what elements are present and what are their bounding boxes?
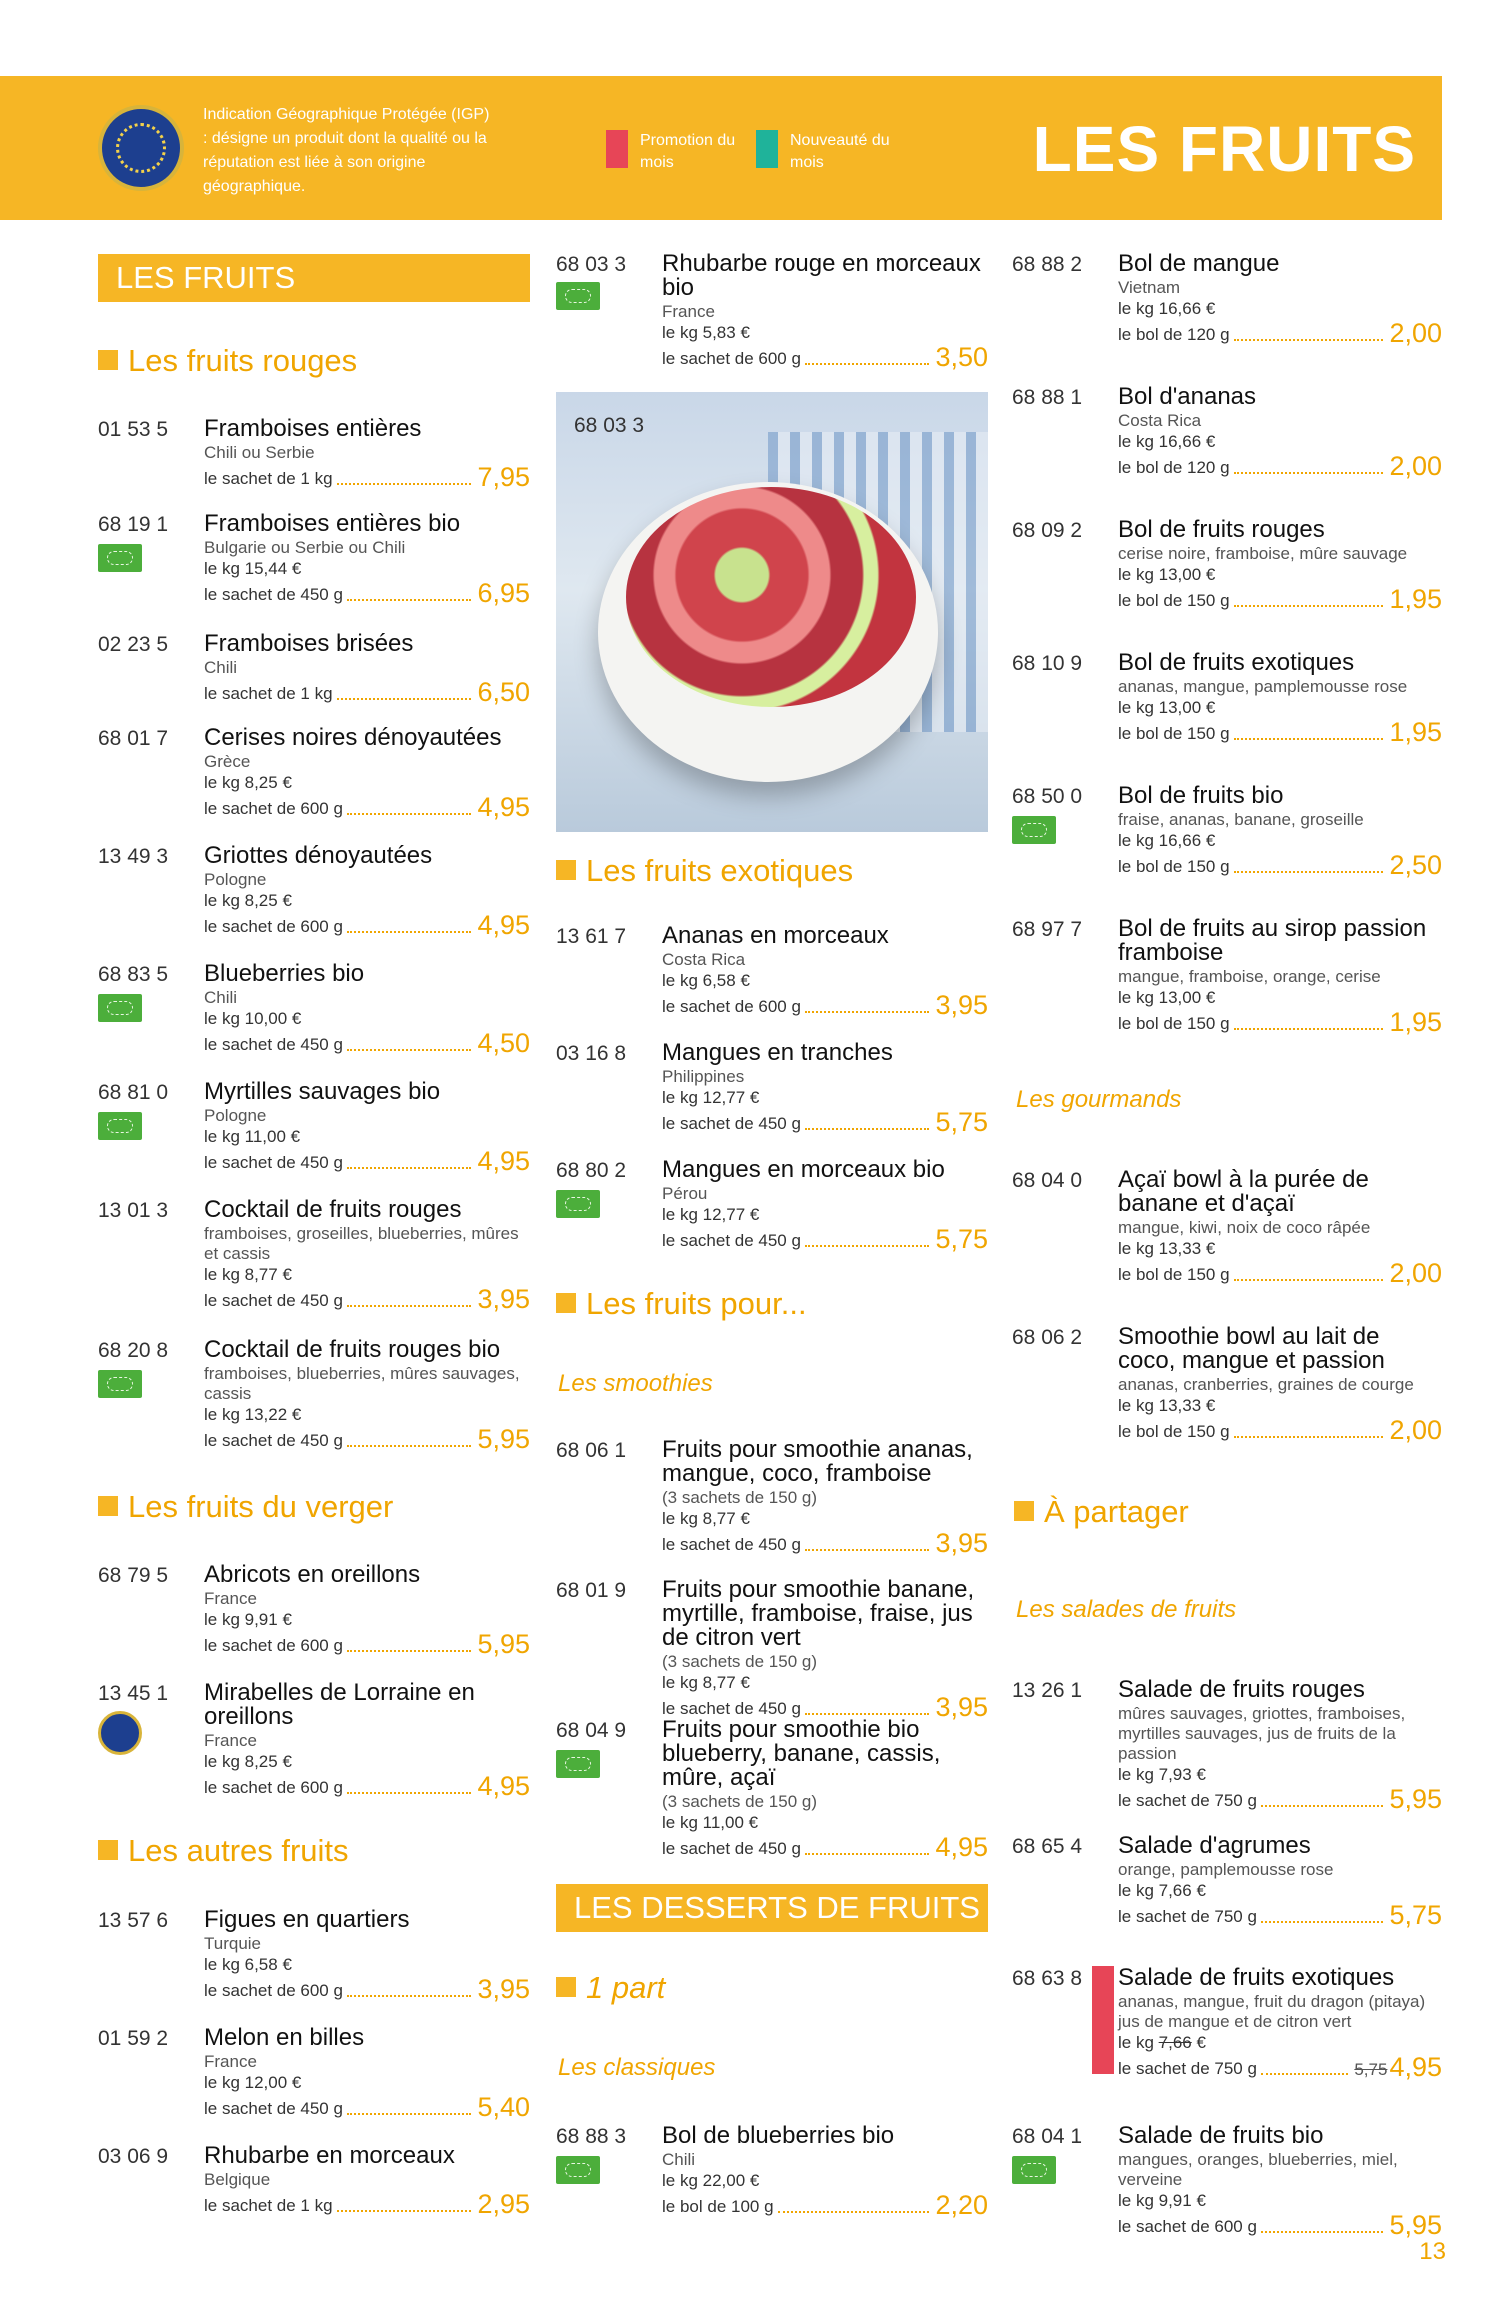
bio-label-icon bbox=[98, 544, 142, 572]
price-line: le sachet de 600 g 3,95 bbox=[204, 1974, 530, 2004]
bio-label-icon bbox=[98, 1370, 142, 1398]
price-line: le sachet de 600 g 5,95 bbox=[1118, 2210, 1442, 2240]
product-name: Salade d'agrumes bbox=[1118, 1832, 1311, 1859]
product-code: 13 57 6 bbox=[98, 1909, 169, 1932]
price-line: le bol de 150 g 1,95 bbox=[1118, 1007, 1442, 1037]
section-title-fruits-rouges: Les fruits rouges bbox=[98, 343, 357, 379]
product-code: 13 26 1 bbox=[1012, 1679, 1083, 1702]
price-line: le sachet de 450 g 4,95 bbox=[662, 1832, 988, 1862]
product-code: 02 23 5 bbox=[98, 633, 169, 656]
price: 4,95 bbox=[477, 1771, 530, 1801]
price-line: le bol de 150 g 2,50 bbox=[1118, 850, 1442, 880]
subsection-classiques: Les classiques bbox=[558, 2054, 716, 2081]
price: 2,00 bbox=[1389, 451, 1442, 481]
unit-price: le kg 13,22 € bbox=[204, 1405, 302, 1424]
product-description: France bbox=[204, 2052, 257, 2071]
product-description: (3 sachets de 150 g) bbox=[662, 1488, 817, 1507]
price: 2,95 bbox=[477, 2189, 530, 2219]
price-line: le sachet de 1 kg 6,50 bbox=[204, 677, 530, 707]
legend-new bbox=[756, 130, 900, 174]
product-description: framboises, blueberries, mûres sauvages, cassis bbox=[204, 1364, 520, 1403]
price: 2,20 bbox=[935, 2190, 988, 2220]
price: 3,95 bbox=[477, 1284, 530, 1314]
product-name: Framboises entières bbox=[204, 415, 422, 442]
product-code: 68 04 0 bbox=[1012, 1169, 1083, 1192]
product-description: France bbox=[204, 1731, 257, 1750]
price-line: le sachet de 600 g 3,95 bbox=[662, 990, 988, 1020]
section-banner-fruits: LES FRUITS bbox=[98, 254, 530, 302]
unit-price: le kg 13,00 € bbox=[1118, 565, 1216, 584]
product-name: Mangues en morceaux bio bbox=[662, 1156, 945, 1183]
product-description: Chili ou Serbie bbox=[204, 443, 315, 462]
price: 4,95 bbox=[477, 910, 530, 940]
product-name: Mirabelles de Lorraine en oreillons bbox=[204, 1679, 475, 1730]
unit-price: le kg 13,33 € bbox=[1118, 1396, 1216, 1415]
product-code: 68 88 3 bbox=[556, 2125, 627, 2148]
price: 3,50 bbox=[935, 342, 988, 372]
price-line: le bol de 150 g 1,95 bbox=[1118, 717, 1442, 747]
new-swatch-icon bbox=[756, 130, 778, 168]
product-description: Pologne bbox=[204, 1106, 267, 1125]
unit-price: le kg 5,83 € bbox=[662, 323, 750, 342]
unit-price: le kg 8,77 € bbox=[662, 1673, 750, 1692]
subsection-smoothies: Les smoothies bbox=[558, 1370, 713, 1397]
product-name: Açaï bowl à la purée de banane et d'açaï bbox=[1118, 1166, 1369, 1217]
unit-price: le kg 8,25 € bbox=[204, 773, 292, 792]
price: 2,00 bbox=[1389, 1415, 1442, 1445]
section-title-fruits-verger: Les fruits du verger bbox=[98, 1489, 393, 1525]
product-name: Bol de blueberries bio bbox=[662, 2122, 895, 2149]
product-name: Melon en billes bbox=[204, 2024, 365, 2051]
product-description: (3 sachets de 150 g) bbox=[662, 1652, 817, 1671]
price-line: le bol de 150 g 2,00 bbox=[1118, 1415, 1442, 1445]
product-photo-rhubarb bbox=[556, 392, 988, 832]
igp-logo-icon bbox=[98, 105, 184, 191]
product-code: 68 01 9 bbox=[556, 1579, 627, 1602]
product-name: Framboises brisées bbox=[204, 630, 414, 657]
price: 6,50 bbox=[477, 677, 530, 707]
promo-marker-icon bbox=[1092, 1966, 1114, 2074]
product-code: 68 04 9 bbox=[556, 1719, 627, 1742]
unit-price: le kg 15,44 € bbox=[204, 559, 302, 578]
product-name: Framboises entières bio bbox=[204, 510, 461, 537]
product-description: fraise, ananas, banane, groseille bbox=[1118, 810, 1364, 829]
legend-new-label: Nouveauté du mois bbox=[790, 132, 890, 171]
product-code: 13 61 7 bbox=[556, 925, 627, 948]
section-title-fruits-pour: Les fruits pour... bbox=[556, 1286, 807, 1322]
unit-price: le kg 6,58 € bbox=[204, 1955, 292, 1974]
unit-price: le kg 7,66 € bbox=[1118, 2033, 1206, 2052]
price-line: le sachet de 750 g 5,95 bbox=[1118, 1784, 1442, 1814]
unit-price: le kg 12,77 € bbox=[662, 1088, 760, 1107]
price-line: le sachet de 450 g 3,95 bbox=[204, 1284, 530, 1314]
product-name: Salade de fruits bio bbox=[1118, 2122, 1324, 2149]
price: 3,95 bbox=[935, 990, 988, 1020]
price-line: le sachet de 450 g 5,75 bbox=[662, 1224, 988, 1254]
product-name: Cocktail de fruits rouges bbox=[204, 1196, 462, 1223]
product-code: 68 03 3 bbox=[556, 253, 627, 276]
product-code: 03 06 9 bbox=[98, 2145, 169, 2168]
product-code: 68 19 1 bbox=[98, 513, 169, 536]
product-description: ananas, mangue, pamplemousse rose bbox=[1118, 677, 1408, 696]
unit-price: le kg 13,00 € bbox=[1118, 988, 1216, 1007]
header-banner bbox=[0, 76, 1442, 220]
igp-description: Indication Géographique Protégée (IGP) : désigne un produit dont la qualité ou la réputation est liée à son origine géographique. bbox=[203, 106, 490, 195]
legend-promo bbox=[606, 130, 750, 174]
product-description: orange, pamplemousse rose bbox=[1118, 1860, 1334, 1879]
price: 5,95 bbox=[1389, 1784, 1442, 1814]
section-title-fruits-exotiques: Les fruits exotiques bbox=[556, 853, 853, 889]
product-name: Bol d'ananas bbox=[1118, 383, 1257, 410]
unit-price: le kg 10,00 € bbox=[204, 1009, 302, 1028]
product-code: 68 10 9 bbox=[1012, 652, 1083, 675]
unit-price: le kg 16,66 € bbox=[1118, 831, 1216, 850]
product-code: 68 20 8 bbox=[98, 1339, 169, 1362]
product-name: Salade de fruits rouges bbox=[1118, 1676, 1365, 1703]
price-line: le sachet de 600 g 5,95 bbox=[204, 1629, 530, 1659]
product-code: 68 06 2 bbox=[1012, 1326, 1083, 1349]
product-description: cerise noire, framboise, mûre sauvage bbox=[1118, 544, 1408, 563]
price: 4,95 bbox=[477, 792, 530, 822]
product-code: 01 59 2 bbox=[98, 2027, 169, 2050]
product-description: Turquie bbox=[204, 1934, 262, 1953]
product-name: Salade de fruits exotiques bbox=[1118, 1964, 1395, 1991]
product-description: Pérou bbox=[662, 1184, 708, 1203]
product-description: Bulgarie ou Serbie ou Chili bbox=[204, 538, 406, 557]
product-code: 13 45 1 bbox=[98, 1682, 169, 1705]
unit-price: le kg 8,77 € bbox=[204, 1265, 292, 1284]
product-name: Rhubarbe rouge en morceaux bio bbox=[662, 250, 981, 301]
unit-price: le kg 11,00 € bbox=[662, 1813, 759, 1832]
product-name: Figues en quartiers bbox=[204, 1906, 410, 1933]
product-description: Vietnam bbox=[1118, 278, 1181, 297]
section-title-a-partager: À partager bbox=[1014, 1494, 1189, 1530]
product-code: 68 97 7 bbox=[1012, 918, 1083, 941]
product-code: 13 49 3 bbox=[98, 845, 169, 868]
product-name: Mangues en tranches bbox=[662, 1039, 893, 1066]
price-line: le sachet de 450 g 5,40 bbox=[204, 2092, 530, 2122]
product-description: mangue, kiwi, noix de coco râpée bbox=[1118, 1218, 1371, 1237]
unit-price: le kg 7,93 € bbox=[1118, 1765, 1206, 1784]
unit-price: le kg 9,91 € bbox=[204, 1610, 292, 1629]
price: 3,95 bbox=[935, 1528, 988, 1558]
product-code: 68 88 2 bbox=[1012, 253, 1083, 276]
section-banner-desserts: LES DESSERTS DE FRUITS bbox=[556, 1884, 988, 1932]
old-price: 5,75 bbox=[1354, 2060, 1388, 2079]
subsection-salades: Les salades de fruits bbox=[1016, 1596, 1237, 1623]
product-code: 68 81 0 bbox=[98, 1081, 169, 1104]
igp-seal-icon bbox=[98, 1711, 142, 1755]
price-line: le sachet de 1 kg 2,95 bbox=[204, 2189, 530, 2219]
price-line: le sachet de 450 g 5,75 bbox=[662, 1107, 988, 1137]
price-line: le sachet de 600 g 3,50 bbox=[662, 342, 988, 372]
price-line: le sachet de 750 g 5,75 4,95 bbox=[1118, 2052, 1442, 2082]
price: 5,75 bbox=[935, 1224, 988, 1254]
price: 6,95 bbox=[477, 578, 530, 608]
price-line: le sachet de 450 g 6,95 bbox=[204, 578, 530, 608]
unit-price: le kg 16,66 € bbox=[1118, 299, 1216, 318]
section-title-1-part: 1 part bbox=[556, 1970, 665, 2006]
price: 4,95 bbox=[935, 1832, 988, 1862]
price-line: le sachet de 450 g 4,50 bbox=[204, 1028, 530, 1058]
product-name: Myrtilles sauvages bio bbox=[204, 1078, 441, 1105]
product-name: Bol de fruits exotiques bbox=[1118, 649, 1355, 676]
product-description: Chili bbox=[204, 658, 238, 677]
unit-price: le kg 9,91 € bbox=[1118, 2191, 1206, 2210]
product-name: Griottes dénoyautées bbox=[204, 842, 433, 869]
price: 4,95 bbox=[477, 1146, 530, 1176]
bio-label-icon bbox=[98, 1112, 142, 1140]
price-line: le sachet de 450 g 4,95 bbox=[204, 1146, 530, 1176]
product-description: Grèce bbox=[204, 752, 251, 771]
unit-price: le kg 13,00 € bbox=[1118, 698, 1216, 717]
price-line: le sachet de 750 g 5,75 bbox=[1118, 1900, 1442, 1930]
bio-label-icon bbox=[556, 1190, 600, 1218]
page-title: LES FRUITS bbox=[1032, 113, 1416, 185]
price: 5,95 bbox=[1389, 2210, 1442, 2240]
product-description: framboises, groseilles, blueberries, mûres et cassis bbox=[204, 1224, 519, 1263]
product-description: mûres sauvages, griottes, framboises, myrtilles sauvages, jus de fruits de la passion bbox=[1118, 1704, 1406, 1763]
bio-label-icon bbox=[1012, 2156, 1056, 2184]
product-code: 68 01 7 bbox=[98, 727, 169, 750]
unit-price: le kg 7,66 € bbox=[1118, 1881, 1206, 1900]
price-line: le sachet de 1 kg 7,95 bbox=[204, 462, 530, 492]
price: 4,50 bbox=[477, 1028, 530, 1058]
unit-price: le kg 11,00 € bbox=[204, 1127, 301, 1146]
product-name: Smoothie bowl au lait de coco, mangue et passion bbox=[1118, 1323, 1385, 1374]
bio-label-icon bbox=[556, 282, 600, 310]
product-code: 68 50 0 bbox=[1012, 785, 1083, 808]
promo-swatch-icon bbox=[606, 130, 628, 168]
product-description: Chili bbox=[662, 2150, 696, 2169]
product-description: Costa Rica bbox=[662, 950, 746, 969]
product-code: 68 79 5 bbox=[98, 1564, 169, 1587]
price-line: le bol de 120 g 2,00 bbox=[1118, 318, 1442, 348]
unit-price: le kg 16,66 € bbox=[1118, 432, 1216, 451]
product-code: 68 06 1 bbox=[556, 1439, 627, 1462]
product-description: Philippines bbox=[662, 1067, 745, 1086]
product-code: 68 88 1 bbox=[1012, 386, 1083, 409]
product-code: 68 83 5 bbox=[98, 963, 169, 986]
product-name: Ananas en morceaux bbox=[662, 922, 889, 949]
unit-price: le kg 22,00 € bbox=[662, 2171, 760, 2190]
product-name: Rhubarbe en morceaux bbox=[204, 2142, 455, 2169]
price: 3,95 bbox=[935, 1692, 988, 1722]
price: 7,95 bbox=[477, 462, 530, 492]
product-description: France bbox=[204, 1589, 257, 1608]
legend-promo-label: Promotion du mois bbox=[640, 132, 736, 171]
unit-price: le kg 6,58 € bbox=[662, 971, 750, 990]
product-code: 68 80 2 bbox=[556, 1159, 627, 1182]
unit-price: le kg 12,00 € bbox=[204, 2073, 302, 2092]
price-line: le sachet de 450 g 3,95 bbox=[662, 1528, 988, 1558]
price: 2,00 bbox=[1389, 318, 1442, 348]
product-name: Bol de fruits bio bbox=[1118, 782, 1284, 809]
bio-label-icon bbox=[98, 994, 142, 1022]
price: 5,95 bbox=[477, 1629, 530, 1659]
bio-label-icon bbox=[1012, 816, 1056, 844]
product-code: 68 63 8 bbox=[1012, 1967, 1083, 1990]
product-description: ananas, cranberries, graines de courge bbox=[1118, 1375, 1414, 1394]
product-code: 13 01 3 bbox=[98, 1199, 169, 1222]
page-number: 13 bbox=[1419, 2238, 1446, 2265]
price-line: le sachet de 600 g 4,95 bbox=[204, 792, 530, 822]
product-description: mangues, oranges, blueberries, miel, verveine bbox=[1118, 2150, 1398, 2189]
product-description: Pologne bbox=[204, 870, 267, 889]
photo-code-label: 68 03 3 bbox=[574, 414, 645, 437]
product-description: Belgique bbox=[204, 2170, 271, 2189]
product-code: 68 65 4 bbox=[1012, 1835, 1083, 1858]
unit-price: le kg 8,25 € bbox=[204, 1752, 292, 1771]
product-description: France bbox=[662, 302, 715, 321]
price-line: le sachet de 450 g 3,95 bbox=[662, 1692, 988, 1722]
price: 1,95 bbox=[1389, 1007, 1442, 1037]
bio-label-icon bbox=[556, 2156, 600, 2184]
product-name: Fruits pour smoothie ananas, mangue, coco, framboise bbox=[662, 1436, 973, 1487]
subsection-gourmands: Les gourmands bbox=[1016, 1086, 1182, 1113]
price: 3,95 bbox=[477, 1974, 530, 2004]
price: 5,95 bbox=[477, 1424, 530, 1454]
product-name: Fruits pour smoothie banane, myrtille, framboise, fraise, jus de citron vert bbox=[662, 1576, 975, 1651]
product-description: Chili bbox=[204, 988, 238, 1007]
product-name: Bol de fruits rouges bbox=[1118, 516, 1325, 543]
price: 1,95 bbox=[1389, 584, 1442, 614]
product-code: 68 04 1 bbox=[1012, 2125, 1083, 2148]
product-name: Cocktail de fruits rouges bio bbox=[204, 1336, 501, 1363]
product-description: mangue, framboise, orange, cerise bbox=[1118, 967, 1381, 986]
product-name: Bol de mangue bbox=[1118, 250, 1280, 277]
price: 1,95 bbox=[1389, 717, 1442, 747]
product-name: Fruits pour smoothie bio blueberry, banane, cassis, mûre, açaï bbox=[662, 1716, 941, 1791]
price-line: le sachet de 600 g 4,95 bbox=[204, 1771, 530, 1801]
unit-price: le kg 8,77 € bbox=[662, 1509, 750, 1528]
price: 2,00 bbox=[1389, 1258, 1442, 1288]
product-code: 01 53 5 bbox=[98, 418, 169, 441]
price-line: le bol de 100 g 2,20 bbox=[662, 2190, 988, 2220]
unit-price: le kg 12,77 € bbox=[662, 1205, 760, 1224]
price-line: le sachet de 450 g 5,95 bbox=[204, 1424, 530, 1454]
product-code: 68 09 2 bbox=[1012, 519, 1083, 542]
product-name: Abricots en oreillons bbox=[204, 1561, 421, 1588]
bio-label-icon bbox=[556, 1750, 600, 1778]
price-line: le bol de 120 g 2,00 bbox=[1118, 451, 1442, 481]
price: 5,75 bbox=[935, 1107, 988, 1137]
product-name: Blueberries bio bbox=[204, 960, 365, 987]
unit-price: le kg 8,25 € bbox=[204, 891, 292, 910]
product-code: 03 16 8 bbox=[556, 1042, 627, 1065]
section-title-autres-fruits: Les autres fruits bbox=[98, 1833, 349, 1869]
price: 5,75 bbox=[1389, 1900, 1442, 1930]
price-line: le sachet de 600 g 4,95 bbox=[204, 910, 530, 940]
price: 4,95 bbox=[1389, 2052, 1442, 2082]
product-name: Bol de fruits au sirop passion framboise bbox=[1118, 915, 1427, 966]
product-description: Costa Rica bbox=[1118, 411, 1202, 430]
price: 2,50 bbox=[1389, 850, 1442, 880]
price-line: le bol de 150 g 1,95 bbox=[1118, 584, 1442, 614]
product-name: Cerises noires dénoyautées bbox=[204, 724, 502, 751]
unit-price: le kg 13,33 € bbox=[1118, 1239, 1216, 1258]
price: 5,40 bbox=[477, 2092, 530, 2122]
product-description: (3 sachets de 150 g) bbox=[662, 1792, 817, 1811]
price-line: le bol de 150 g 2,00 bbox=[1118, 1258, 1442, 1288]
product-description: ananas, mangue, fruit du dragon (pitaya) jus de mangue et de citron vert bbox=[1118, 1992, 1426, 2031]
